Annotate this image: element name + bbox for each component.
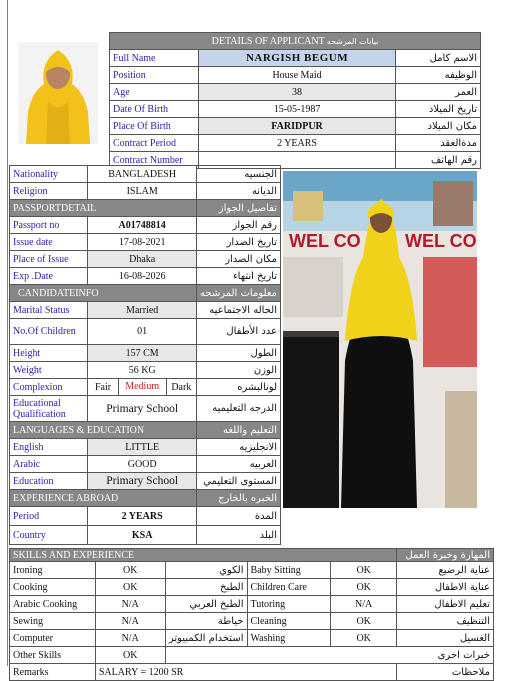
table-row xyxy=(10,379,281,396)
full-name-label: Full Name xyxy=(110,50,199,67)
education-qual-label: Educational Qualification xyxy=(10,396,88,422)
contract-number-arabic: رقم الهاتف xyxy=(396,152,481,169)
birthplace-arabic: مكان الميلاد xyxy=(396,118,481,135)
table-row xyxy=(10,630,494,647)
marital-value: Married xyxy=(88,302,197,319)
skill-baby-sitting-arabic: عناية الرضيع xyxy=(397,562,494,579)
education-label: Education xyxy=(10,473,88,490)
table-row xyxy=(110,84,481,101)
table-row xyxy=(10,345,281,362)
table-row xyxy=(110,101,481,118)
table-row xyxy=(10,526,281,545)
nationality-value: BANGLADESH xyxy=(88,166,197,183)
table-row xyxy=(10,251,281,268)
issue-place-arabic: مكان الصدار xyxy=(197,251,281,268)
applicant-header: DETAILS OF APPLICANT بيانات المرشحه xyxy=(110,33,481,50)
skill-computer-value: N/A xyxy=(95,630,165,647)
exp-date-value: 16-08-2026 xyxy=(88,268,197,285)
skill-cooking-value: OK xyxy=(95,579,165,596)
period-arabic: المدة xyxy=(197,507,281,526)
children-arabic: عدد الأطفال xyxy=(197,319,281,345)
complexion-options xyxy=(88,379,197,396)
period-value: 2 YEARS xyxy=(88,507,197,526)
exp-date-label: Exp .Date xyxy=(10,268,88,285)
skill-ironing-arabic: الكوي xyxy=(165,562,247,579)
english-label: English xyxy=(10,439,88,456)
table-row xyxy=(10,664,494,681)
issue-date-value: 17-08-2021 xyxy=(88,234,197,251)
portrait-photo xyxy=(18,42,98,144)
dob-value: 15-05-1987 xyxy=(198,101,395,118)
passport-no-label: Passport no xyxy=(10,217,88,234)
table-row xyxy=(110,67,481,84)
skill-ironing-value: OK xyxy=(95,562,165,579)
birthplace-label: Place Of Birth xyxy=(110,118,199,135)
children-value: 01 xyxy=(88,319,197,345)
passport-no-arabic: رقم الجواز xyxy=(197,217,281,234)
skill-arabic-cooking-value: N/A xyxy=(95,596,165,613)
skill-sewing-value: N/A xyxy=(95,613,165,630)
issue-date-arabic: تاريخ الصدار xyxy=(197,234,281,251)
table-row xyxy=(10,596,494,613)
remarks-value: SALARY = 1200 SR xyxy=(95,664,396,681)
weight-label: Weight xyxy=(10,362,88,379)
dob-label: Date Of Birth xyxy=(110,101,199,118)
issue-place-value: Dhaka xyxy=(88,251,197,268)
arabic-arabic: العربيه xyxy=(197,456,281,473)
complexion-option-dark: Dark xyxy=(171,381,192,393)
skills-header: SKILLS AND EXPERIENCE xyxy=(10,549,397,562)
table-row xyxy=(10,183,281,200)
skill-cooking-label: Cooking xyxy=(10,579,96,596)
skill-tutoring-label: Tutoring xyxy=(247,596,331,613)
full-name-arabic: الاسم كامل xyxy=(396,50,481,67)
applicant-table xyxy=(109,32,481,169)
table-row xyxy=(10,302,281,319)
position-arabic: الوظيفه xyxy=(396,67,481,84)
marital-label: Marital Status xyxy=(10,302,88,319)
country-label: Country xyxy=(10,526,88,545)
personal-info-table xyxy=(9,165,281,545)
table-row xyxy=(10,456,281,473)
remarks-label: Remarks xyxy=(10,664,96,681)
skill-tutoring-arabic: تعليم الاطفال xyxy=(397,596,494,613)
arabic-label: Arabic xyxy=(10,456,88,473)
complexion-option-medium: Medium xyxy=(118,379,167,395)
exp-date-arabic: تاريخ انتهاء xyxy=(197,268,281,285)
skill-tutoring-value: N/A xyxy=(331,596,397,613)
svg-text:WEL CO: WEL CO xyxy=(405,231,477,251)
height-arabic: الطول xyxy=(197,345,281,362)
skill-cleaning-label: Cleaning xyxy=(247,613,331,630)
skill-sewing-label: Sewing xyxy=(10,613,96,630)
birthplace-value: FARIDPUR xyxy=(198,118,395,135)
issue-place-label: Place of Issue xyxy=(10,251,88,268)
table-row xyxy=(110,50,481,67)
complexion-arabic: لونالبشره xyxy=(197,379,281,396)
contract-period-label: Contract Period xyxy=(110,135,199,152)
other-skills-arabic: خبرات اخرى xyxy=(165,647,493,664)
skill-cleaning-value: OK xyxy=(331,613,397,630)
passport-header: PASSPORTDETAIL xyxy=(10,200,197,217)
candidate-header-arabic: معلومات المرشحه xyxy=(197,285,281,302)
age-value: 38 xyxy=(198,84,395,101)
skill-washing-arabic: الغسيل xyxy=(397,630,494,647)
skill-children-care-arabic: عناية الاطفال xyxy=(397,579,494,596)
height-value: 157 CM xyxy=(88,345,197,362)
religion-label: Religion xyxy=(10,183,88,200)
experience-header-arabic: الخبره بالخارج xyxy=(197,490,281,507)
table-row xyxy=(10,166,281,183)
nationality-label: Nationality xyxy=(10,166,88,183)
table-row xyxy=(10,362,281,379)
other-skills-label: Other Skills xyxy=(10,647,96,664)
table-row xyxy=(10,613,494,630)
full-body-photo xyxy=(283,171,477,508)
skill-baby-sitting-label: Baby Sitting xyxy=(247,562,331,579)
skill-ironing-label: Ironing xyxy=(10,562,96,579)
candidate-header: CANDIDATEINFO xyxy=(10,285,197,302)
table-row xyxy=(110,135,481,152)
table-row xyxy=(10,234,281,251)
children-label: No.Of Children xyxy=(10,319,88,345)
languages-header-arabic: التعليم واللغه xyxy=(197,422,281,439)
religion-value: ISLAM xyxy=(88,183,197,200)
other-skills-value: OK xyxy=(95,647,165,664)
issue-date-label: Issue date xyxy=(10,234,88,251)
position-label: Position xyxy=(110,67,199,84)
skill-computer-label: Computer xyxy=(10,630,96,647)
country-value: KSA xyxy=(88,526,197,545)
remarks-arabic: ملاحظات xyxy=(397,664,494,681)
english-value: LITTLE xyxy=(88,439,197,456)
skill-baby-sitting-value: OK xyxy=(331,562,397,579)
marital-arabic: الحاله الاجتماعيه xyxy=(197,302,281,319)
weight-arabic: الوزن xyxy=(197,362,281,379)
table-row xyxy=(10,396,281,422)
skill-washing-label: Washing xyxy=(247,630,331,647)
religion-arabic: الديانه xyxy=(197,183,281,200)
table-row xyxy=(10,647,494,664)
table-row xyxy=(10,319,281,345)
skill-sewing-arabic: خياطة xyxy=(165,613,247,630)
arabic-value: GOOD xyxy=(88,456,197,473)
country-arabic: البلد xyxy=(197,526,281,545)
table-row xyxy=(10,439,281,456)
skill-washing-value: OK xyxy=(331,630,397,647)
languages-header: LANGUAGES & EDUCATION xyxy=(10,422,197,439)
contract-period-arabic: مدةالعقد xyxy=(396,135,481,152)
table-row xyxy=(110,118,481,135)
height-label: Height xyxy=(10,345,88,362)
education-qual-value: Primary School xyxy=(88,396,197,422)
nationality-arabic: الجنسيه xyxy=(197,166,281,183)
age-arabic: العمر xyxy=(396,84,481,101)
svg-text:WEL CO: WEL CO xyxy=(289,231,361,251)
contract-period-value: 2 YEARS xyxy=(198,135,395,152)
skills-header-arabic: المهارة وخبرة العمل xyxy=(397,549,494,562)
passport-no-value: A01748814 xyxy=(88,217,197,234)
skill-children-care-label: Children Care xyxy=(247,579,331,596)
education-value: Primary School xyxy=(88,473,197,490)
table-row xyxy=(10,562,494,579)
full-name-value: NARGISH BEGUM xyxy=(198,50,395,67)
position-value: House Maid xyxy=(198,67,395,84)
page-left-border xyxy=(7,0,8,666)
weight-value: 56 KG xyxy=(88,362,197,379)
skill-arabic-cooking-arabic: الطبخ العربي xyxy=(165,596,247,613)
passport-header-arabic: تفاصيل الجواز xyxy=(197,200,281,217)
education-arabic: المستوى التعليمي xyxy=(197,473,281,490)
skills-table xyxy=(9,548,494,681)
table-row xyxy=(10,507,281,526)
skill-computer-arabic: استخدام الكمبيوتر xyxy=(165,630,247,647)
experience-header: EXPERIENCE ABROAD xyxy=(10,490,197,507)
skill-cleaning-arabic: التنظيف xyxy=(397,613,494,630)
complexion-label: Complexion xyxy=(10,379,88,396)
english-arabic: الانجليزيه xyxy=(197,439,281,456)
table-row xyxy=(10,579,494,596)
skill-cooking-arabic: الطبخ xyxy=(165,579,247,596)
complexion-option-fair: Fair xyxy=(94,381,112,393)
period-label: Period xyxy=(10,507,88,526)
table-row xyxy=(10,217,281,234)
dob-arabic: تاريخ الميلاد xyxy=(396,101,481,118)
table-row xyxy=(10,473,281,490)
education-qual-arabic: الدرجه التعليميه xyxy=(197,396,281,422)
skill-arabic-cooking-label: Arabic Cooking xyxy=(10,596,96,613)
table-row xyxy=(10,268,281,285)
contract-number-label: Contract Number xyxy=(110,152,199,169)
skill-children-care-value: OK xyxy=(331,579,397,596)
age-label: Age xyxy=(110,84,199,101)
